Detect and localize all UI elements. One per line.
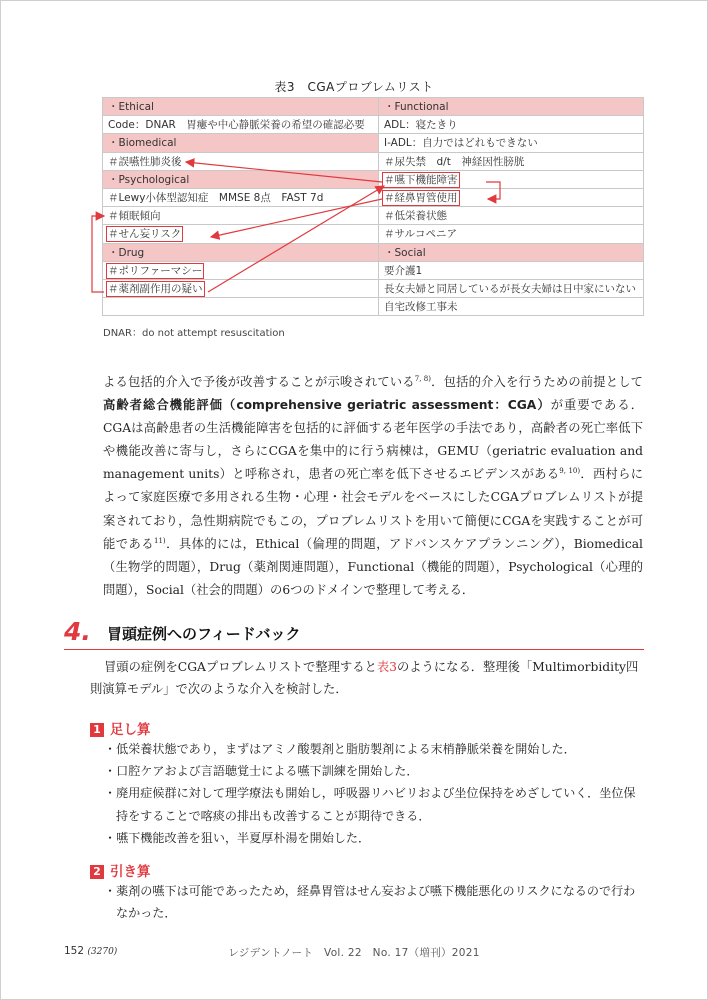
problem-item: ＃傾眠傾向 (108, 210, 161, 223)
body-paragraph: よる包括的介入で予後が改善することが示唆されている$^{7, 8)}$．包括的介入を行うための前提として高齢者総合機能評価（comprehensive geriatric assessment：CGA）が重要である．CGAは高齢患者の生活機能障害を包括的に評価する老年医学の手法であり，高齢者の死亡率低下や機能改善に寄与し，さらにCGAを集中的に行う病棟は，GEMU（geriatric evaluation and management units）と呼称され，患者の死亡率を低下させるエビデンスがある$^{9, 10)}$．西村らによって家庭医療で多用される生物・心理・社会モデルをベースにしたCGAプロブレムリストが提案されており，急性期病院でもこの，プロブレムリストを用いて簡便にCGAを実践することが可能である$^{11)}$．具体的には，Ethical（倫理的問題，アドバンスケアプランニング），Biomedical（生物学的問題），Drug（薬剤関連問題），Functional（機能的問題），Psychological（心理的問題），Social（社会的問題）の6つのドメインで整理して考える． (103, 374, 643, 597)
list-item: ・口腔ケアおよび言語聴覚士による嚥下訓練を開始した． (104, 764, 419, 779)
problem-item: 要介護1 (384, 264, 423, 277)
domain-header: ・Functional (384, 101, 449, 114)
arrow-drug-to-somnolence (92, 216, 104, 292)
domain-header: ・Drug (108, 246, 145, 259)
problem-item: Code：DNAR 胃瘻や中心静脈栄養の希望の確認必要 (108, 119, 365, 132)
subsection-number: 2 (90, 865, 104, 879)
problem-item: I-ADL：自力ではどれもできない (384, 137, 538, 150)
subtraction-bullet-list (104, 880, 644, 924)
problem-item: ＃誤嚥性肺炎後 (108, 155, 182, 168)
section-title: 冒頭症例へのフィードバック (107, 625, 301, 643)
domain-header: ・Psychological (108, 173, 190, 186)
subsection-subtraction-heading: 2 引き算 (90, 860, 151, 880)
arrow-swallow-to-pneumonia (186, 162, 382, 182)
addition-bullet-list (104, 738, 644, 849)
subsection-addition-heading: 1 足し算 (90, 718, 151, 738)
arrow-overlay (0, 0, 708, 340)
problem-item: ＃せん妄リスク (108, 228, 182, 241)
problem-item: 長女夫婦と同居しているが長女夫婦は日中家にいない (384, 282, 636, 295)
page-number: 152 (3270) (64, 945, 118, 957)
section-paragraph: 冒頭の症例をCGAプロブレムリストで整理すると表3のようになる．整理後「Multimorbidity四則演算モデル」で次のような介入を検討した． (90, 660, 639, 696)
list-item: ・廃用症候群に対して理学療法も開始し，呼吸器リハビリおよび坐位保持をめざしていく．坐位保持をすることで喀痰の排出も改善することが期待できる． (104, 786, 636, 823)
arrow-swallow-to-tube (486, 182, 500, 199)
problem-item: ADL：寝たきり (384, 119, 458, 132)
domain-header: ・Social (384, 246, 426, 259)
problem-item: ＃尿失禁 d/t 神経因性膀胱 (384, 155, 525, 168)
problem-item: ＃経鼻胃管使用 (384, 192, 458, 205)
problem-item: 自宅改修工事未 (384, 301, 458, 314)
domain-header: ・Biomedical (108, 137, 177, 150)
problem-item: ＃サルコペニア (384, 228, 457, 241)
list-item: ・嚥下機能改善を狙い，半夏厚朴湯を開始した． (104, 830, 371, 845)
problem-item: ＃薬剤副作用の疑い (108, 282, 203, 295)
subsection-number: 1 (90, 723, 104, 737)
problem-item: ＃嚥下機能障害 (384, 173, 458, 186)
journal-footer: レジデントノート Vol. 22 No. 17（増刊）2021 (228, 947, 480, 959)
problem-item: ＃ポリファーマシー (108, 264, 203, 277)
table-reference-link[interactable]: 表3 (376, 660, 397, 674)
list-item: ・低栄養状態であり，まずはアミノ酸製剤と脂肪製剤による末梢静脈栄養を開始した． (104, 742, 576, 756)
problem-item: ＃低栄養状態 (384, 210, 447, 223)
problem-item: ＃Lewy小体型認知症 MMSE 8点 FAST 7d (108, 192, 324, 205)
arrow-drug-to-swallow (208, 186, 384, 292)
domain-header: ・Ethical (108, 101, 154, 114)
list-item: ・薬剤の嚥下は可能であったため，経鼻胃管はせん妄および嚥下機能悪化のリスクになるので行わなかった． (104, 884, 636, 921)
section-heading (64, 617, 644, 650)
table-footnote: DNAR：do not attempt resuscitation (103, 328, 285, 339)
section-number: 4. (64, 617, 91, 646)
table-title: 表3 CGAプロブレムリスト (274, 80, 434, 94)
arrow-tube-to-delirium (211, 199, 382, 237)
